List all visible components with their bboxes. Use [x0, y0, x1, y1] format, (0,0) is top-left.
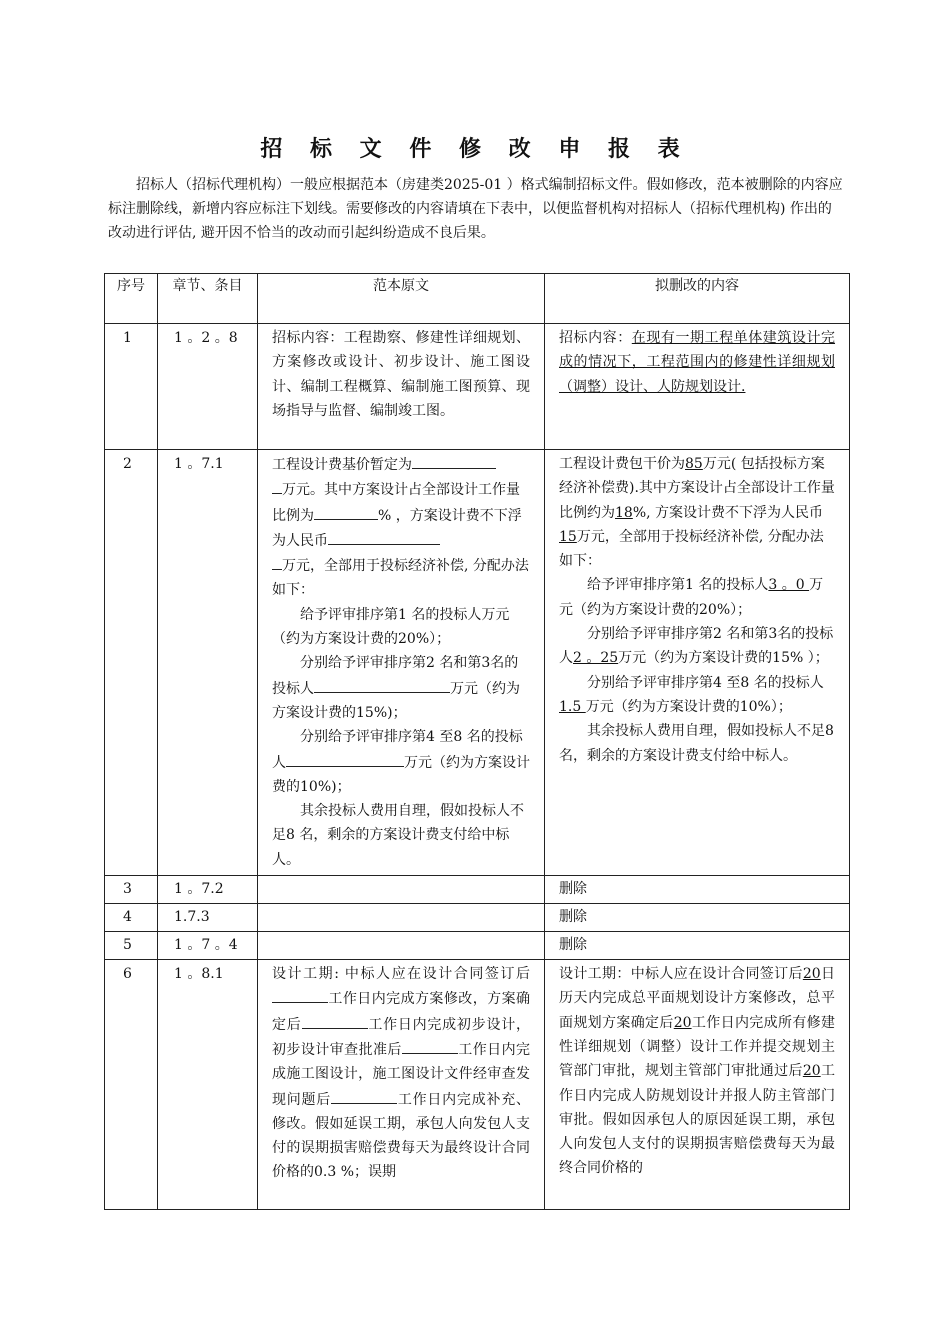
mod-underlined: 在现有一期工程单体建筑设计完成的情况下，工程范围内的修建性详细规划（调整）设计、人防规划设计. [559, 330, 836, 395]
fill-blank [272, 986, 328, 1003]
mod-text: %, 方案设计费不下浮为人民币 [632, 504, 824, 521]
row-original: 招标内容：工程勘察、修建性详细规划、方案修改或设计、初步设计、施工图设计、编制工程概算、编制施工图预算、现场指导与监督、编制竣工图。 [258, 324, 545, 450]
table-row [105, 324, 850, 450]
orig-text: 工作日内完成方案修改，方案确定后 [272, 991, 530, 1033]
table-header-row [105, 274, 850, 324]
mod-underlined: 2 。25 [573, 650, 619, 667]
table-row [105, 932, 850, 960]
row-no: 2 [105, 450, 158, 876]
table-row [105, 904, 850, 932]
header-no: 序号 [105, 274, 158, 324]
row-modified [545, 450, 850, 876]
table-row [105, 450, 850, 876]
fill-blank [412, 452, 496, 469]
fill-blank [272, 477, 282, 494]
row-original [258, 932, 545, 960]
page-title: 招 标 文 件 修 改 申 报 表 [260, 137, 690, 162]
row-no: 4 [105, 904, 158, 932]
fill-blank [402, 1037, 458, 1054]
mod-text: 万元( 包括投标方案经济补偿费).其中方案设计占全部设计工作量比例约为 [559, 456, 835, 521]
header-modified: 拟删改的内容 [545, 274, 850, 324]
orig-text: 工作日内完成施工图设计，施工图设计文件经审查发现问题后 [272, 1041, 531, 1108]
row-clause: 1 。2 。8 [158, 324, 258, 450]
mod-text: 给予评审排序第1 名的投标人 [587, 577, 769, 594]
row-clause: 1 。7 。4 [158, 932, 258, 960]
row-clause: 1 。8.1 [158, 960, 258, 1210]
row-original [258, 960, 545, 1210]
mod-text: 其余投标人费用自理，假如投标人不足8 名，剩余的方案设计费支付给中标人。 [559, 723, 834, 764]
orig-text: 万元，全部用于投标经济补偿, 分配办法如下： [272, 558, 529, 599]
mod-underlined: 20 [802, 1063, 821, 1080]
row-modified: 删除 [545, 904, 850, 932]
row-clause: 1 。7.1 [158, 450, 258, 876]
row-no: 5 [105, 932, 158, 960]
orig-text: 给予评审排序第1 名的投标人万元（约为方案设计费的20%）； [272, 606, 510, 648]
fill-blank [314, 503, 378, 520]
orig-text: 万元（约为方案设计费的10%)； [272, 754, 530, 795]
orig-text: 分别给予评审排序第4 至8 名的投标人 [272, 729, 523, 771]
row-modified: 删除 [545, 932, 850, 960]
orig-text: 其余投标人费用自理，假如投标人不足8 名，剩余的方案设计费支付给中标人。 [272, 803, 524, 868]
row-original [258, 876, 545, 904]
row-modified [545, 324, 850, 450]
mod-underlined: 20 [802, 966, 821, 983]
mod-underlined: 15 [559, 528, 577, 545]
mod-underlined: 85 [685, 456, 703, 472]
intro-paragraph [108, 173, 843, 245]
fill-blank [302, 1012, 368, 1029]
row-no: 6 [105, 960, 158, 1210]
mod-text: 工程设计费包干价为 [559, 456, 685, 472]
fill-blank [328, 528, 440, 545]
fill-blank [272, 553, 282, 570]
fill-blank [286, 750, 404, 767]
table-row [105, 960, 850, 1210]
orig-text: 万元。其中方案设计占全部设计工作量比例为 [272, 482, 520, 524]
orig-text: 设计工期: 中标人应在设计合同签订后 [272, 966, 530, 983]
mod-prefix: 招标内容： [559, 330, 632, 346]
row-clause: 1.7.3 [158, 904, 258, 932]
mod-underlined: 1.5 [559, 698, 586, 715]
mod-text: 设计工期：中标人应在设计合同签订后 [559, 966, 803, 983]
mod-text: 万元，全部用于投标经济补偿, 分配办法如下： [559, 528, 824, 570]
mod-text: 万元（约为方案设计费的10%）； [585, 698, 792, 715]
mod-underlined: 3 。0 [768, 577, 810, 594]
mod-text: 分别给予评审排序第2 名和第3名的投标人 [559, 626, 834, 667]
header-original: 范本原文 [258, 274, 545, 324]
row-original [258, 450, 545, 876]
mod-underlined: 20 [673, 1014, 692, 1031]
orig-text: 工作日内完成初步设计，初步设计审查批准后 [272, 1016, 531, 1058]
row-no: 1 [105, 324, 158, 450]
orig-text: 分别给予评审排序第2 名和第3名的投标人 [272, 655, 519, 697]
mod-text: 工作日内完成人防规划设计并报人防主管部门审批。假如因承包人的原因延误工期，承包人向发包人支付的误期损害赔偿费每天为最终合同价格的 [559, 1063, 835, 1177]
row-modified: 删除 [545, 876, 850, 904]
mod-text: 工作日内完成所有修建性详细规划（调整）设计工作并提交规划主管部门审批，规划主管部门审批通过后 [559, 1014, 836, 1080]
mod-text: 万元（约为方案设计费的15% ）； [618, 650, 829, 667]
intro-text: 招标人（招标代理机构）一般应根据范本（房建类2025-01 ）格式编制招标文件。假如修改，范本被删除的内容应标注删除线，新增内容应标注下划线。需要修改的内容请填在下表中，以便监督机构对招标人（招标代理机构) 作出的改动进行评估, 避开因不恰当的改动而引起纠纷造成不良后果。 [108, 177, 843, 241]
orig-text: % ，方案设计费不下浮为人民币 [272, 507, 522, 549]
mod-underlined: 18 [615, 504, 633, 521]
fill-blank [331, 1087, 397, 1104]
row-original [258, 904, 545, 932]
header-clause: 章节、条目 [158, 274, 258, 324]
row-clause: 1 。7.2 [158, 876, 258, 904]
mod-text: 日历天内完成总平面规划设计方案修改，总平面规划方案确定后 [559, 966, 835, 1031]
mod-text: 分别给予评审排序第4 至8 名的投标人 [587, 674, 824, 691]
orig-text: 万元（约为方案设计费的15%)； [272, 680, 520, 721]
orig-text: 工程设计费基价暂定为 [272, 457, 412, 473]
table-row [105, 876, 850, 904]
fill-blank [314, 676, 450, 693]
row-no: 3 [105, 876, 158, 904]
amendment-table [104, 273, 850, 1210]
row-modified [545, 960, 850, 1210]
mod-text: 万元（约为方案设计费的20%）； [559, 577, 824, 618]
orig-text: 工作日内完成补充、修改。假如延误工期，承包人向发包人支付的误期损害赔偿费每天为最终设计合同价格的0.3 %；误期 [272, 1091, 531, 1181]
